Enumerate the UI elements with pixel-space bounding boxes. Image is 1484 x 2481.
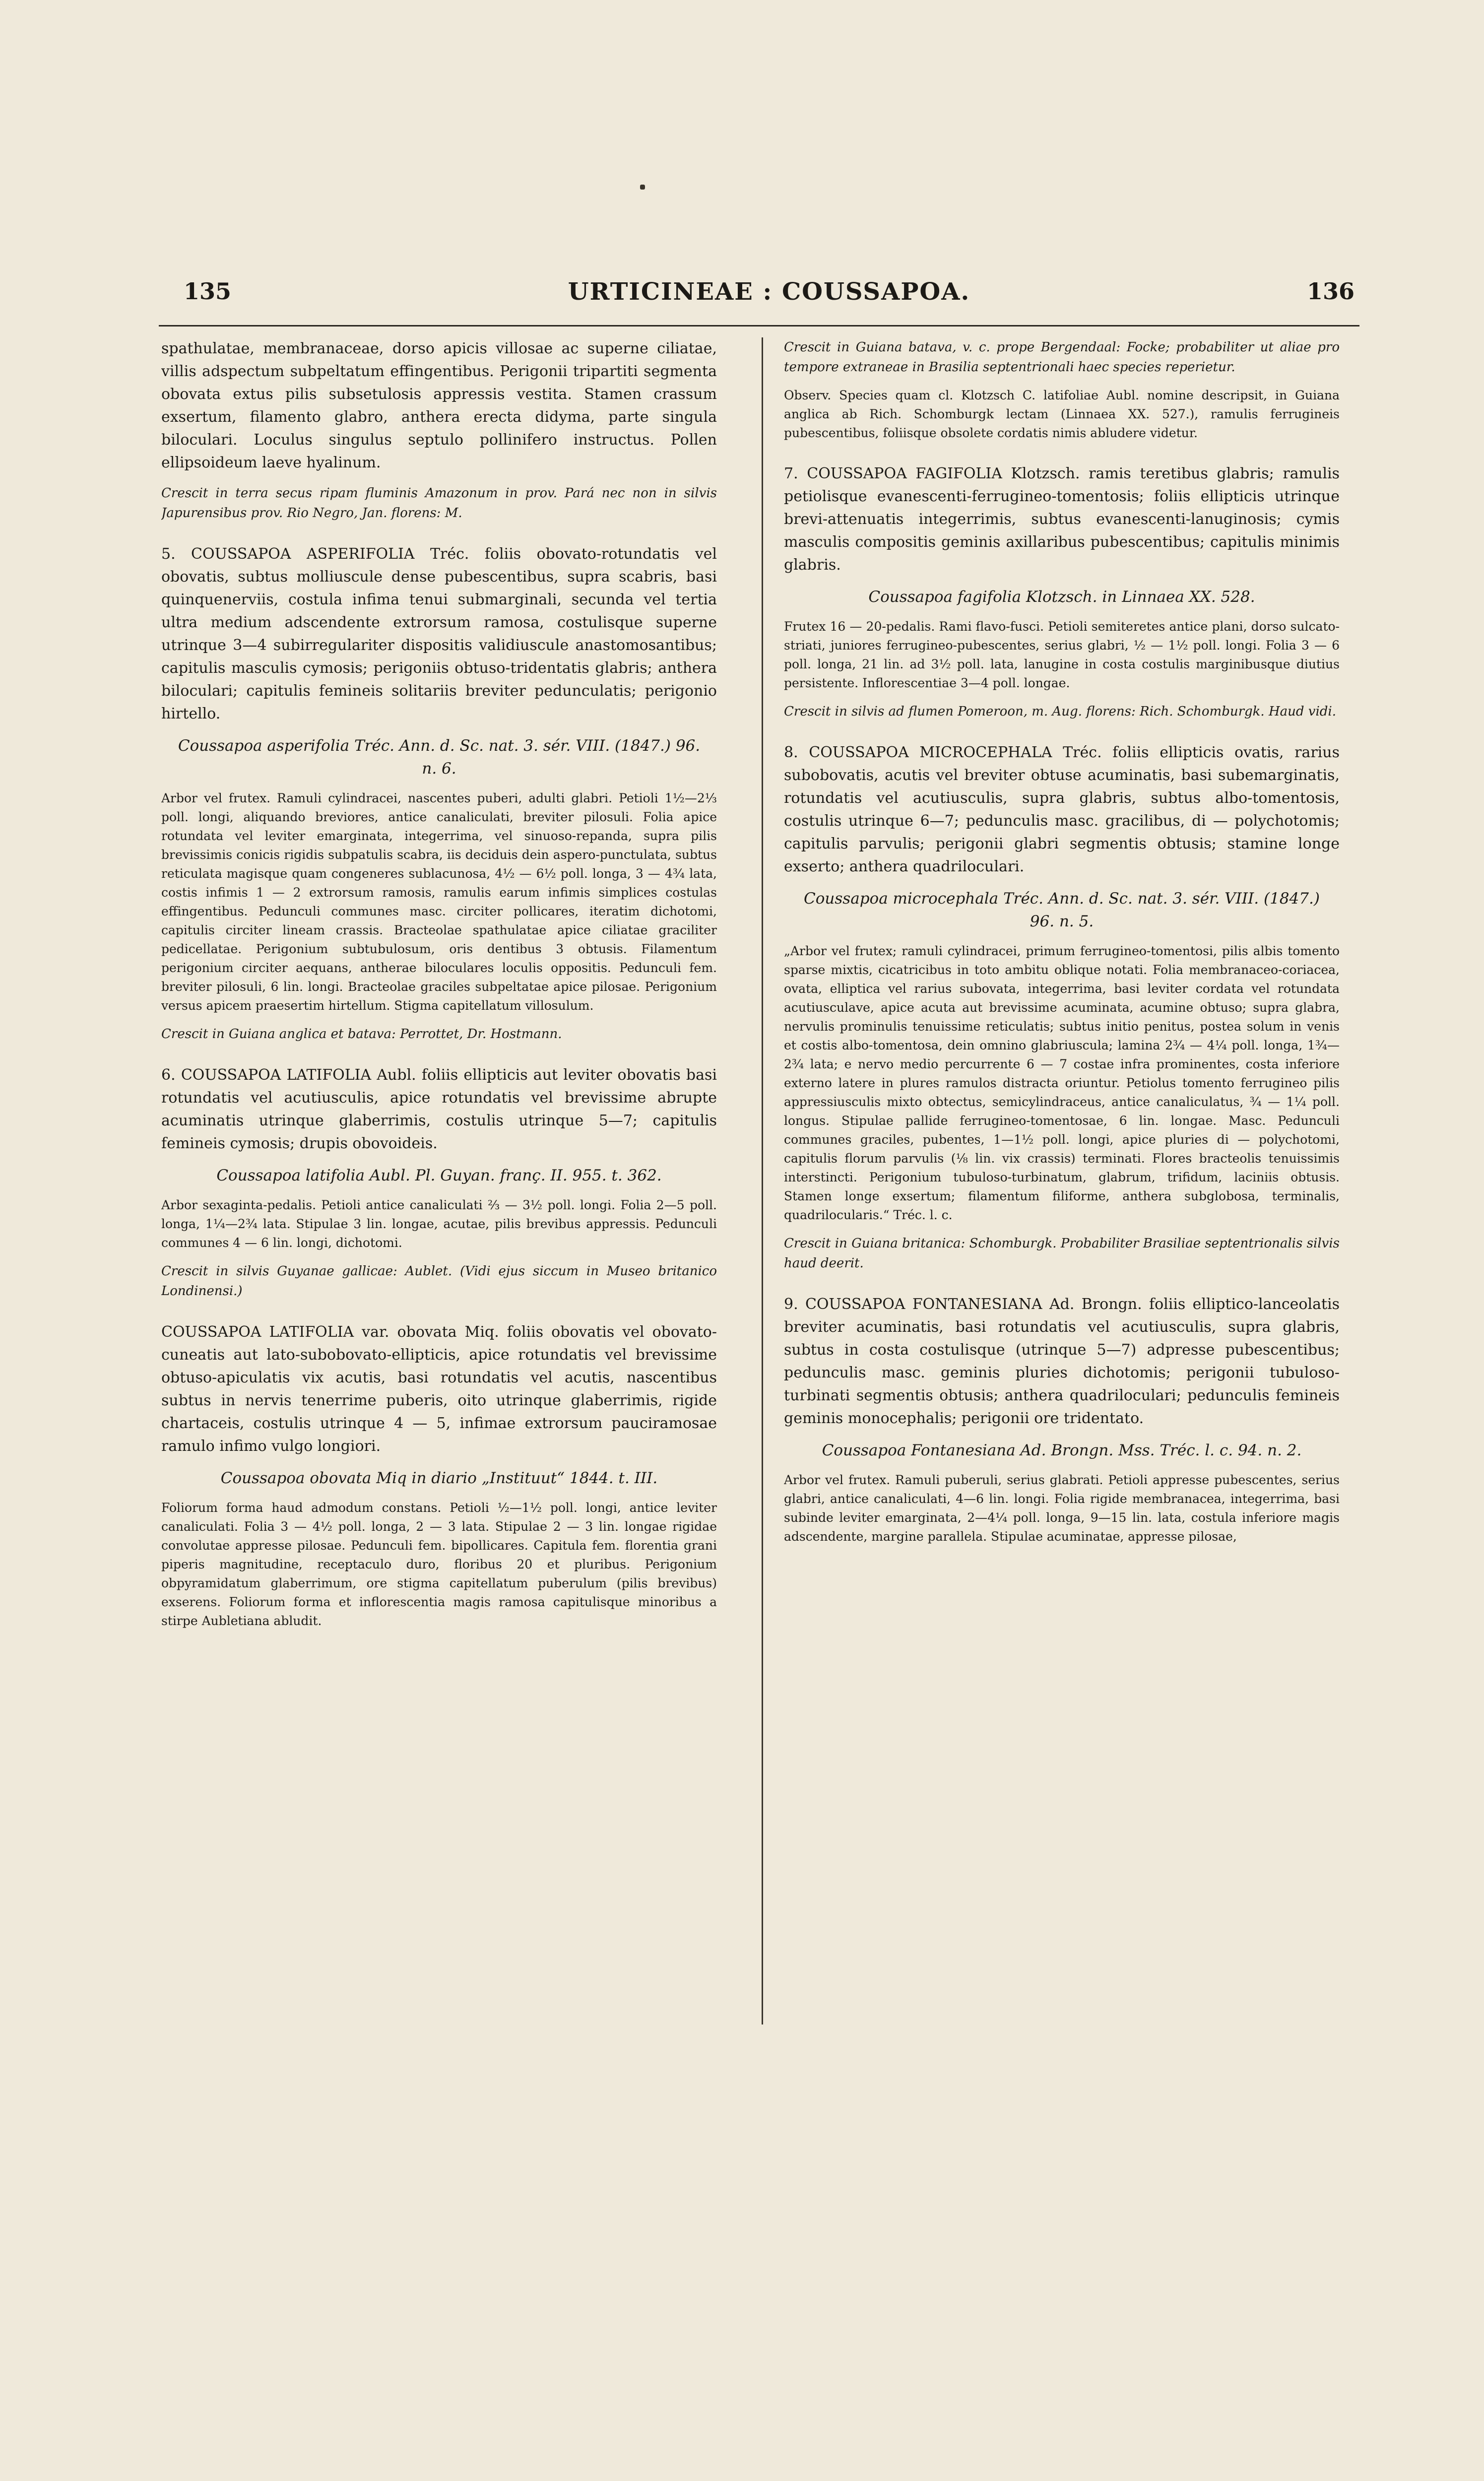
paragraph-r12: Coussapoa Fontanesiana Ad. Brongn. Mss. Tréc. l. c. 94. n. 2. — [822, 1441, 1302, 1459]
paragraph-r7: 8. COUSSAPOA MICROCEPHALA Tréc. foliis ellipticis ovatis, rarius subobovatis, acutis vel breviter obtuse acuminatis, basi subemarginatis, rotundatis vel acutiusculis, supra glabris, subtus albo-tomentosis, costulis utrinque 6—7; pedunculis masc. gracilibus, di — polychotomis; capitulis parvulis; perigonii glabri segmentis obtusis; stamine longe exserto; anthera quadriloculari. — [784, 744, 1340, 875]
paragraph-r13: Arbor vel frutex. Ramuli puberuli, serius glabrati. Petioli appresse pubescentes, serius glabri, antice canaliculati, 4—6 lin. longi. Folia rigide membranacea, integerrima, basi subinde leviter emarginata, 2—4¼ poll. longa, 9—15 lin. lata, costula inferiore magis adscendente, margine parallela. Stipulae acuminatae, appresse pilosae, — [784, 1473, 1340, 1544]
paragraph-l9: Arbor sexaginta-pedalis. Petioli antice canaliculati ⅔ — 3½ poll. longi. Folia 2—5 poll. longa, 1¼—2¾ lata. Stipulae 3 lin. longae, acutae, pilis brevibus appressis. Pedunculi communes 4 — 6 lin. longi, dichotomi. — [161, 1198, 717, 1250]
paragraph-r5: Frutex 16 — 20-pedalis. Rami flavo-fusci. Petioli semiteretes antice plani, dorso sulcato-striati, juniores ferrugineo-pubescentes, serius glabri, ½ — 1½ poll. longi. Folia 3 — 6 poll. longa, 21 lin. ad 3½ poll. lata, lanugine in costa costulis marginibusque diutius persistente. Inflorescentiae 3—4 poll. longae. — [784, 619, 1340, 690]
header-rule — [159, 325, 1359, 326]
page-number-left: 135 — [184, 278, 232, 305]
paragraph-l1: spathulatae, membranaceae, dorso apicis villosae ac superne ciliatae, villis adspectum subpeltatum effingentibus. Perigonii tripartiti segmenta obovata extus pilis subsetulosis appressis vestita. Stamen crassum exsertum, filamento glabro, anthera erecta didyma, parte singula biloculari. Loculus singulus septulo pollinifero instructus. Pollen ellipsoideum laeve hyalinum. — [161, 340, 717, 471]
page-header — [184, 278, 1355, 318]
paragraph-r2: Observ. Species quam cl. Klotzsch C. latifoliae Aubl. nomine descripsit, in Guiana anglica ab Rich. Schomburgk lectam (Linnaea XX. 527.), ramulis ferrugineis pubescentibus, foliisque obsolete cordatis nimis abludere videtur. — [784, 388, 1340, 440]
paragraph-l3: 5. COUSSAPOA ASPERIFOLIA Tréc. foliis obovato-rotundatis vel obovatis, subtus molliuscule dense pubescentibus, supra scabris, basi quinquenerviis, costula infima tenui submarginali, secunda vel tertia ultra medium adscendente extrorsum ramosa, costulisque superne utrinque 3—4 subirregulariter dispositis validiuscule anastomosantibus; capitulis masculis cymosis; perigoniis obtuso-tridentatis glabris; anthera biloculari; capitulis femineis solitariis breviter pedunculatis; perigonio hirtello. — [161, 545, 717, 722]
left-column — [161, 337, 717, 2000]
paragraph-l2: Crescit in terra secus ripam fluminis Amazonum in prov. Pará nec non in silvis Japurensibus prov. Rio Negro, Jan. florens: M. — [161, 486, 717, 521]
page-number-right: 136 — [1306, 278, 1355, 305]
paragraph-l12: Coussapoa obovata Miq in diario „Instituut“ 1844. t. III. — [220, 1469, 658, 1487]
paragraph-l7: 6. COUSSAPOA LATIFOLIA Aubl. foliis ellipticis aut leviter obovatis basi rotundatis vel acutiusculis, apice rotundatis vel brevissime abrupte acuminatis utrinque glaberrimis, costulis utrinque 5—7; capitulis femineis cymosis; drupis obovoideis. — [161, 1066, 717, 1152]
right-column — [784, 337, 1340, 2000]
paragraph-r10: Crescit in Guiana britanica: Schomburgk. Probabiliter Brasiliae septentrionalis silvis haud deerit. — [784, 1236, 1340, 1271]
paragraph-l6: Crescit in Guiana anglica et batava: Perrottet, Dr. Hostmann. — [161, 1027, 562, 1042]
paragraph-r8: Coussapoa microcephala Tréc. Ann. d. Sc. nat. 3. sér. VIII. (1847.) 96. n. 5. — [804, 890, 1320, 930]
paragraph-r1: Crescit in Guiana batava, v. c. prope Bergendaal: Focke; probabiliter ut aliae pro tempore extraneae in Brasilia septentrionali haec species reperietur. — [784, 340, 1340, 375]
ink-mark — [640, 185, 645, 190]
paragraph-r9: „Arbor vel frutex; ramuli cylindracei, primum ferrugineo-tomentosi, pilis albis tomento sparse mixtis, cicatricibus in toto ambitu oblique notati. Folia membranaceo-coriacea, ovata, elliptica vel rarius subovata, integerrima, basi leviter cordata vel rotundata acutiusculave, apice acuta aut brevissime acuminata, acumine obtuso; supra glabra, nervulis prominulis tenuissime reticulatis; subtus initio penitus, postea solum in venis et costis albo-tomentosa, dein omnino glabriuscula; lamina 2¾ — 4¼ poll. longa, 1¾—2¾ lata; e nervo medio percurrente 6 — 7 costae infra prominentes, costa inferiore externo latere in plures ramulos distracta oriuntur. Petiolus tomento ferrugineo pilis appressiusculis mixto obtectus, semicylindraceus, antice canaliculatus, ¾ — 1¼ poll. longus. Stipulae pallide ferrugineo-tomentosae, 6 lin. longae. Masc. Pedunculi communes graciles, pubentes, 1—1½ poll. longi, apice pluries di — polychotomi, capitulis florum parvulis (⅛ lin. vix crassis) terminati. Flores bracteolis tenuissimis interstincti. Perigonium tubuloso-turbinatum, glabrum, trifidum, laciniis obtusis. Stamen longe exsertum; filamentum filiforme, anthera subglobosa, terminalis, quadrilocularis.“ Tréc. l. c. — [784, 944, 1340, 1222]
paragraph-l5: Arbor vel frutex. Ramuli cylindracei, nascentes puberi, adulti glabri. Petioli 1½—2⅓ poll. longi, aliquando breviores, antice canaliculati, breviter pilosuli. Folia apice rotundata vel leviter emarginata, integerrima, vel sinuoso-repanda, supra pilis brevissimis conicis rigidis subpatulis scabra, iis deciduis dein aspero-punctulata, subtus reticulata magisque quam congeneres sublacunosa, 4½ — 6½ poll. longa, 3 — 4¾ lata, costis infimis 1 — 2 extrorsum ramosis, ramulis earum infimis simplices costulas effingentibus. Pedunculi communes masc. circiter pollicares, iteratim dichotomi, capitulis circiter lineam crassis. Bracteolae spathulatae apice ciliatae graciliter pedicellatae. Perigonium subtubulosum, oris dentibus 3 obtusis. Filamentum perigonium circiter aequans, antherae biloculares loculis oppositis. Pedunculi fem. breviter pilosuli, 6 lin. longi. Bracteolae graciles subpeltatae apice pilosae. Perigonium versus apicem praesertim hirtellum. Stigma capitellatum villosulum. — [161, 791, 717, 1013]
column-divider — [762, 337, 763, 2024]
paragraph-l4: Coussapoa asperifolia Tréc. Ann. d. Sc. nat. 3. sér. VIII. (1847.) 96. n. 6. — [178, 737, 701, 778]
paragraph-r6: Crescit in silvis ad flumen Pomeroon, m. Aug. florens: Rich. Schomburgk. Haud vidi. — [784, 704, 1336, 719]
paragraph-l10: Crescit in silvis Guyanae gallicae: Aublet. (Vidi ejus siccum in Museo britanico Londinensi.) — [161, 1264, 717, 1299]
paragraph-r3: 7. COUSSAPOA FAGIFOLIA Klotzsch. ramis teretibus glabris; ramulis petiolisque evanescenti-ferrugineo-tomentosis; foliis ellipticis utrinque brevi-attenuatis integerrimis, subtus evanescenti-lanuginosis; cymis masculis compositis geminis axillaribus pubescentibus; capitulis minimis glabris. — [784, 465, 1340, 574]
paragraph-l13: Foliorum forma haud admodum constans. Petioli ½—1½ poll. longi, antice leviter canaliculati. Folia 3 — 4½ poll. longa, 2 — 3 lata. Stipulae 2 — 3 lin. longae rigidae convolutae appresse pilosae. Pedunculi fem. bipollicares. Capitula fem. florentia grani piperis magnitudine, receptaculo duro, floribus 20 et pluribus. Perigonium obpyramidatum glaberrimum, ore stigma capitellatum puberulum (pilis brevibus) exserens. Foliorum forma et inflorescentia magis ramosa capitulisque minoribus a stirpe Aubletiana abludit. — [161, 1501, 717, 1628]
running-title: URTICINEAE : COUSSAPOA. — [568, 278, 970, 306]
paragraph-r11: 9. COUSSAPOA FONTANESIANA Ad. Brongn. foliis elliptico-lanceolatis breviter acuminatis, basi rotundatis vel acutiusculis, supra glabris, subtus in costa costulisque (utrinque 5—7) adpresse pubescentibus; pedunculis masc. geminis pluries dichotomis; perigonii tubuloso-turbinati segmentis obtusis; anthera quadriloculari; pedunculis femineis geminis monocephalis; perigonii ore tridentato. — [784, 1296, 1340, 1427]
paragraph-l11: COUSSAPOA LATIFOLIA var. obovata Miq. foliis obovatis vel obovato-cuneatis aut lato-subobovato-ellipticis, apice rotundatis vel brevissime obtuso-apiculatis vix acutis, basi rotundatis vel acutis, nascentibus subtus in nervis tenerrime puberis, oito utrinque glaberrimis, rigide chartaceis, costulis utrinque 4 — 5, infimae extrorsum pauciramosae ramulo infimo vulgo longiori. — [161, 1323, 717, 1455]
paragraph-r4: Coussapoa fagifolia Klotzsch. in Linnaea XX. 528. — [868, 588, 1255, 606]
paragraph-l8: Coussapoa latifolia Aubl. Pl. Guyan. franç. II. 955. t. 362. — [216, 1167, 662, 1184]
